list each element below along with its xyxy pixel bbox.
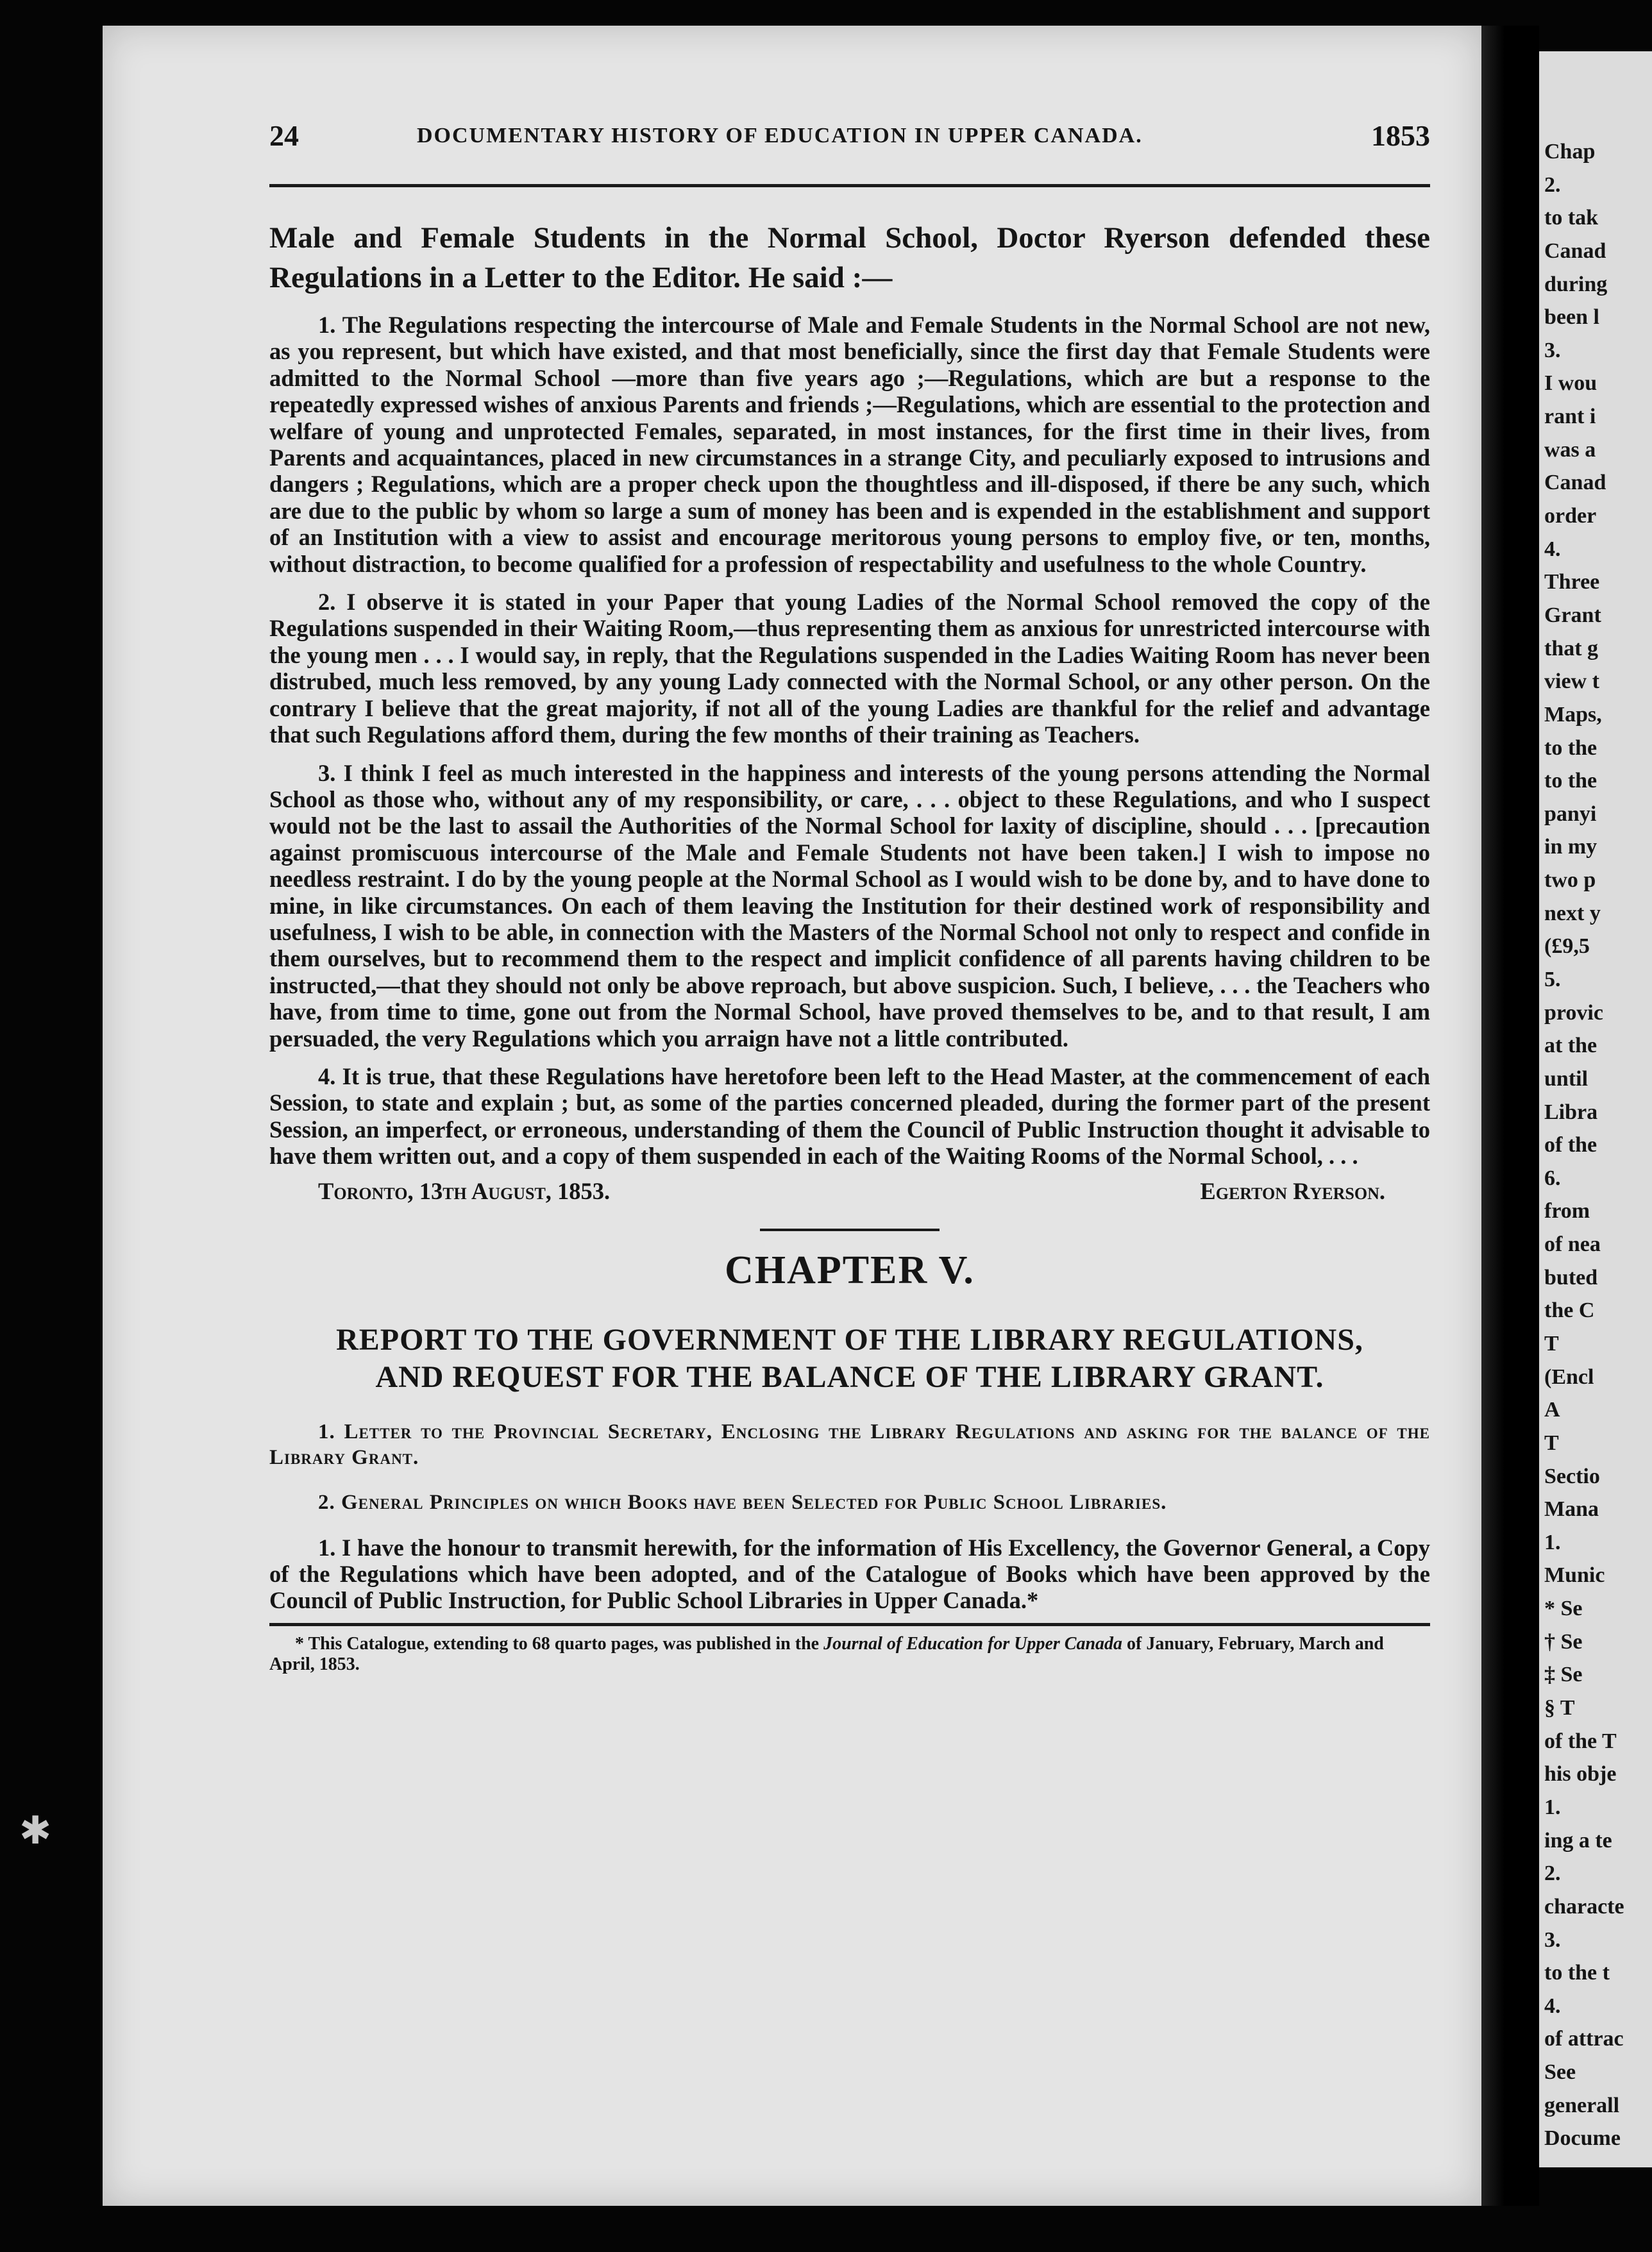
author-signature: Egerton Ryerson. [1200,1177,1385,1204]
facing-page-text: § T [1544,1696,1575,1720]
facing-page-text: of the T [1544,1729,1617,1753]
chapter-title-line-2: AND REQUEST FOR THE BALANCE OF THE LIBRARY GRANT. [375,1359,1324,1394]
facing-page-text: to the [1544,735,1597,760]
facing-page-text: 1. [1544,1530,1561,1554]
facing-page-text: 3. [1544,338,1561,362]
facing-page-text: * Se [1544,1597,1583,1621]
facing-page-text: Grant [1544,603,1601,627]
facing-page-text: See [1544,2060,1576,2085]
facing-page-text: Canad [1544,239,1606,263]
facing-page-text: Chap [1544,140,1596,164]
facing-page-text: two p [1544,868,1596,893]
page-content [269,119,1430,1675]
facing-page-text: that g [1544,636,1599,660]
facing-page-text: Mana [1544,1497,1599,1522]
lead-paragraph: Male and Female Students in the Normal School, Doctor Ryerson defended these Regulations in a Letter to the Editor. He said :— [269,221,1430,294]
facing-page-text: generall [1544,2093,1620,2117]
letter-paragraph-2: 2. I observe it is stated in your Paper that young Ladies of the Normal School removed the copy of the Regulations suspended in their Waiting Room,—thus representing them as anxious for unrestricted intercourse with the young men . . . I would say, in reply, that the Regulations suspended in the Ladies Waiting Room has never been distrubed, much less removed, by any young Lady connected with the Normal School, or any other person. On the contrary I believe that the great majority, if not all of the young Ladies are thankful for the relief and advantage that such Regulations afford them, during the few months of their training as Teachers. [269,589,1430,748]
running-title: DOCUMENTARY HISTORY OF EDUCATION IN UPPER CANADA. [417,124,1143,147]
facing-page-text: 3. [1544,1928,1561,1952]
facing-page-text: order [1544,504,1597,528]
facing-page-text: 2. [1544,172,1561,197]
letter-paragraph-4: 4. It is true, that these Regulations have heretofore been left to the Head Master, at the commencement of each Session, to state and explain ; but, as some of the parties concerned pleaded, during the former part of the present Session, an imperfect, or erroneous, understanding of them the Council of Public Instruction thought it advisable to have them written out, and a copy of them suspended in each of the Waiting Rooms of the Normal School, . . . [269,1063,1430,1170]
footnote [269,1634,1430,1675]
facing-page-text: Sectio [1544,1464,1600,1488]
facing-page-text: been l [1544,305,1599,330]
header-year: 1853 [1371,119,1430,152]
facing-page-text: ing a te [1544,1828,1612,1853]
facing-page-text: to tak [1544,206,1599,230]
facing-page-text: to the [1544,769,1597,793]
footnote-text-end: of January, February, March and April, 1853. [269,1633,1384,1674]
facing-page-text: A [1544,1398,1560,1422]
footnote-rule [269,1623,1430,1626]
contents-number: 1. [318,1420,335,1443]
facing-page-text: 4. [1544,1994,1561,2018]
page-number: 24 [269,119,299,152]
facing-page-text: (Encl [1544,1365,1594,1389]
facing-page-text: Canad [1544,471,1606,495]
facing-page-text: † Se [1544,1629,1583,1654]
facing-page-text: the C [1544,1298,1595,1323]
facing-page-text: T [1544,1431,1559,1455]
signoff [269,1177,1430,1209]
facing-page-text: rant i [1544,405,1596,429]
chapter-title [269,1322,1430,1396]
facing-page-text: Three [1544,570,1600,594]
facing-page-text: T [1544,1332,1559,1356]
facing-page-text: panyi [1544,802,1597,826]
facing-page-text: view t [1544,669,1599,694]
facing-page-text: was a [1544,437,1596,462]
contents-item-1 [269,1419,1430,1470]
facing-page-text: Libra [1544,1100,1598,1124]
facing-page-text: of the [1544,1133,1597,1157]
facing-page-text: his obje [1544,1762,1617,1786]
facing-page-text: 5. [1544,967,1561,991]
contents-number: 2. [318,1490,335,1514]
facing-page-text: I wou [1544,371,1597,396]
facing-page-text: 2. [1544,1861,1561,1886]
footnote-journal: Journal of Education for Upper Canada [823,1633,1123,1654]
contents-text: General Principles on which Books have been Selected for Public School Libraries. [341,1490,1167,1514]
facing-page-fragment [1539,51,1652,2167]
facing-page-text: next y [1544,901,1601,925]
facing-page-text: at the [1544,1034,1597,1058]
facing-page-text: 4. [1544,537,1561,561]
facing-page-text: of nea [1544,1232,1601,1257]
section-divider [760,1229,940,1231]
letter-paragraph-1: 1. The Regulations respecting the intercourse of Male and Female Students in the Normal School are not new, as you represent, but which have existed, and that most beneficially, since the first day that Female Students were admitted to the Normal School —more than five years ago ;—Regulations, which are but a response to the repeatedly expressed wishes of anxious Parents and friends ;—Regulations, which are essential to the protection and welfare of young and unprotected Females, separated, in most instances, for the first time in their lives, from Parents and acquaintances, placed in new circumstances in a strange City, and peculiarly exposed to intrusions and dangers ; Regulations, which are a proper check upon the thoughtless and ill-disposed, if there be any such, which are due to the public by whom so large a sum of money has been and is expended in the establishment and support of an Institution with a view to assist and encourage meritorous young persons to employ five, or ten, months, without distraction, to become qualified for a profession of respectability and usefulness to the whole Country. [269,312,1430,577]
place-date: Toronto, 13th August, 1853. [318,1177,611,1204]
facing-page-text: of attrac [1544,2027,1624,2051]
chapter-title-line-1: REPORT TO THE GOVERNMENT OF THE LIBRARY REGULATIONS, [336,1322,1363,1357]
facing-page-text: Docume [1544,2126,1621,2151]
facing-page-text: from [1544,1199,1590,1223]
facing-page-text: Munic [1544,1563,1605,1588]
footnote-text: * This Catalogue, extending to 68 quarto pages, was published in the [295,1633,820,1654]
contents-text: Letter to the Provincial Secretary, Enclosing the Library Regulations and asking for the balance of the Library Grant. [269,1420,1430,1469]
facing-page-text: ‡ Se [1544,1663,1583,1687]
running-header [269,119,1430,157]
book-gutter [1481,26,1539,2206]
facing-page-text: Maps, [1544,702,1602,727]
contents-item-2 [269,1490,1430,1515]
facing-page-text: characte [1544,1894,1624,1919]
facing-page-text: 6. [1544,1166,1561,1190]
facing-page-text: (£9,5 [1544,934,1590,959]
facing-page-text: during [1544,272,1608,296]
facing-page-text: provic [1544,1000,1603,1025]
chapter-body: 1. I have the honour to transmit herewith, for the information of His Excellency, the Governor General, a Copy of the Regulations which have been adopted, and of the Catalogue of Books which have been approved by the Council of Public Instruction, for Public School Libraries in Upper Canada.* [269,1534,1430,1614]
facing-page-text: until [1544,1066,1589,1091]
facing-page-text: to the t [1544,1961,1610,1985]
letter-paragraph-3: 3. I think I feel as much interested in the happiness and interests of the young persons attending the Normal School as those who, without any of my responsibility, or care, . . . object to these Regulations, and who I suspect would not be the last to assail the Authorities of the Normal School for laxity of discipline, should . . . [precaution against promiscuous intercourse of the Male and Female Students not have been taken.] I wish to impose no needless restraint. I do by the young people at the Normal School as I would wish to be done by, and to have done to mine, in like circumstances. On each of them leaving the Institution for their destined work of responsibility and usefulness, I wish to be able, in connection with the Masters of the Normal School not only to respect and confide in them ourselves, but to recommend them to the respect and implicit confidence of all parents having children to be instructed,—that they should not only be above reproach, but above suspicion. Such, I believe, . . . the Teachers who have, from time to time, gone out from the Normal School, have proved themselves to be, and to that result, I am persuaded, the very Regulations which you arraign have not a little contributed. [269,759,1430,1052]
facing-page-text: buted [1544,1265,1598,1290]
facing-page-text: 1. [1544,1795,1561,1819]
chapter-heading: CHAPTER V. [725,1248,975,1292]
header-rule [269,184,1430,187]
margin-mark: ✱ [19,1810,52,1852]
facing-page-text: in my [1544,835,1597,859]
